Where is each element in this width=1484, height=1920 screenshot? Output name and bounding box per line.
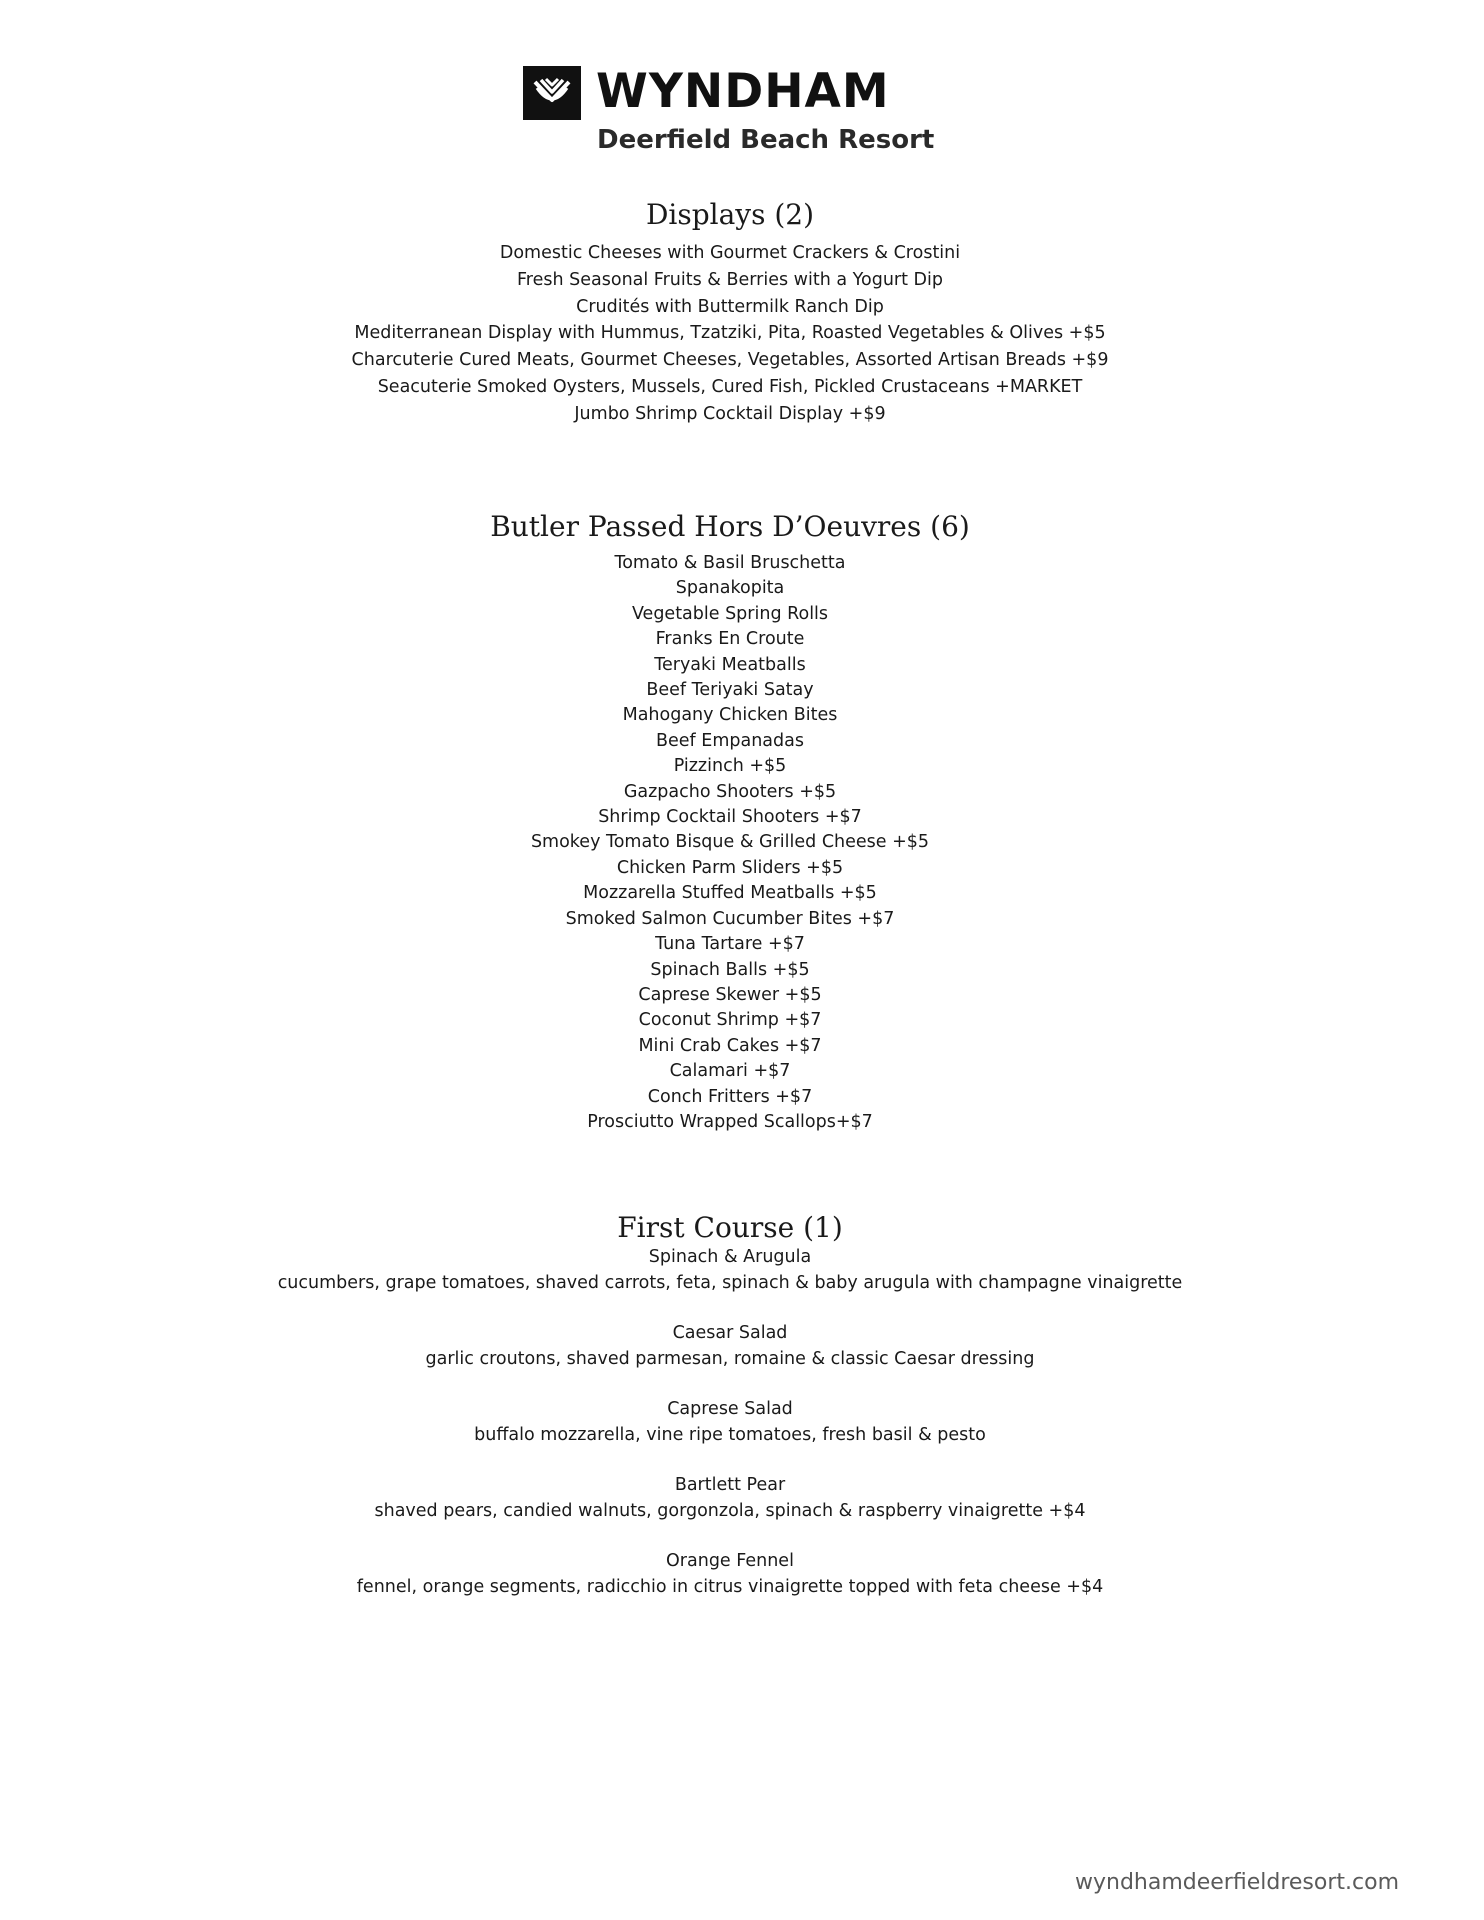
course-item (0, 1321, 1460, 1372)
displays-title: Displays (2) (645, 198, 815, 231)
hors-doeuvre-item: Gazpacho Shooters +$5 (623, 781, 837, 802)
hors-doeuvre-item: Franks En Croute (655, 629, 805, 650)
hors-doeuvre-item: Smokey Tomato Bisque & Grilled Cheese +$5 (530, 832, 930, 853)
first-course-section (0, 1206, 1460, 1625)
hors-doeuvre-item: Vegetable Spring Rolls (631, 603, 829, 624)
website-footer: wyndhamdeerfieldresort.com (1075, 1870, 1399, 1895)
logo-location-name: Deerfield Beach Resort (597, 125, 935, 155)
hors-doeuvre-item: Calamari +$7 (669, 1061, 791, 1082)
display-item: Jumbo Shrimp Cocktail Display +$9 (574, 403, 886, 424)
displays-list (0, 240, 1460, 428)
course-description: buffalo mozzarella, vine ripe tomatoes, fresh basil & pesto (474, 1424, 986, 1445)
display-item: Crudités with Buttermilk Ranch Dip (576, 296, 884, 317)
course-name: Bartlett Pear (674, 1475, 786, 1495)
course-name: Orange Fennel (666, 1551, 794, 1571)
hors-doeuvre-item: Chicken Parm Sliders +$5 (616, 857, 844, 878)
hors-doeuvre-item: Mini Crab Cakes +$7 (638, 1035, 822, 1056)
wyndham-flower-logo-icon (523, 66, 581, 120)
hors-doeuvre-item: Teryaki Meatballs (654, 654, 806, 675)
logo-brand-name: WYNDHAM (596, 64, 890, 119)
display-item: Fresh Seasonal Fruits & Berries with a Yogurt Dip (517, 269, 943, 290)
course-description: cucumbers, grape tomatoes, shaved carrots, feta, spinach & baby arugula with champagne vinaigrette (277, 1272, 1183, 1293)
display-item: Mediterranean Display with Hummus, Tzatziki, Pita, Roasted Vegetables & Olives +$5 (354, 323, 1106, 344)
course-item (0, 1245, 1460, 1296)
butler-passed-list (0, 551, 1460, 1135)
course-description: fennel, orange segments, radicchio in citrus vinaigrette topped with feta cheese +$4 (356, 1576, 1104, 1597)
hors-doeuvre-item: Beef Empanadas (656, 730, 804, 751)
display-item: Seacuterie Smoked Oysters, Mussels, Cured Fish, Pickled Crustaceans +MARKET (377, 376, 1083, 397)
course-name: Caesar Salad (672, 1323, 788, 1343)
course-name: Spinach & Arugula (648, 1247, 812, 1267)
course-description: garlic croutons, shaved parmesan, romaine & classic Caesar dressing (425, 1348, 1035, 1369)
course-item (0, 1397, 1460, 1448)
hors-doeuvre-item: Caprese Skewer +$5 (638, 984, 822, 1005)
first-course-title: First Course (1) (617, 1211, 843, 1244)
hors-doeuvre-item: Spanakopita (675, 578, 785, 599)
wyndham-logo (523, 66, 973, 158)
hors-doeuvre-item: Pizzinch +$5 (673, 756, 787, 777)
hors-doeuvre-item: Mahogany Chicken Bites (622, 705, 838, 726)
display-item: Charcuterie Cured Meats, Gourmet Cheeses, Vegetables, Assorted Artisan Breads +$9 (351, 350, 1109, 371)
display-item: Domestic Cheeses with Gourmet Crackers & Crostini (499, 243, 961, 263)
hors-doeuvre-item: Smoked Salmon Cucumber Bites +$7 (565, 908, 895, 929)
butler-passed-section (0, 505, 1460, 1135)
hors-doeuvre-item: Conch Fritters +$7 (647, 1086, 813, 1107)
hors-doeuvre-item: Coconut Shrimp +$7 (638, 1010, 822, 1031)
course-name: Caprese Salad (667, 1399, 793, 1419)
hors-doeuvre-item: Tuna Tartare +$7 (655, 934, 805, 955)
hors-doeuvre-item: Prosciutto Wrapped Scallops+$7 (587, 1111, 873, 1132)
hors-doeuvre-item: Beef Teriyaki Satay (646, 680, 814, 701)
hors-doeuvre-item: Spinach Balls +$5 (650, 959, 810, 980)
course-item (0, 1549, 1460, 1600)
course-item (0, 1473, 1460, 1524)
hors-doeuvre-item: Mozzarella Stuffed Meatballs +$5 (583, 883, 877, 904)
hors-doeuvre-item: Shrimp Cocktail Shooters +$7 (598, 807, 862, 828)
course-description: shaved pears, candied walnuts, gorgonzola, spinach & raspberry vinaigrette +$4 (374, 1500, 1086, 1521)
displays-section (0, 193, 1460, 428)
butler-passed-title: Butler Passed Hors D’Oeuvres (6) (490, 510, 970, 543)
hors-doeuvre-item: Tomato & Basil Bruschetta (614, 553, 846, 573)
